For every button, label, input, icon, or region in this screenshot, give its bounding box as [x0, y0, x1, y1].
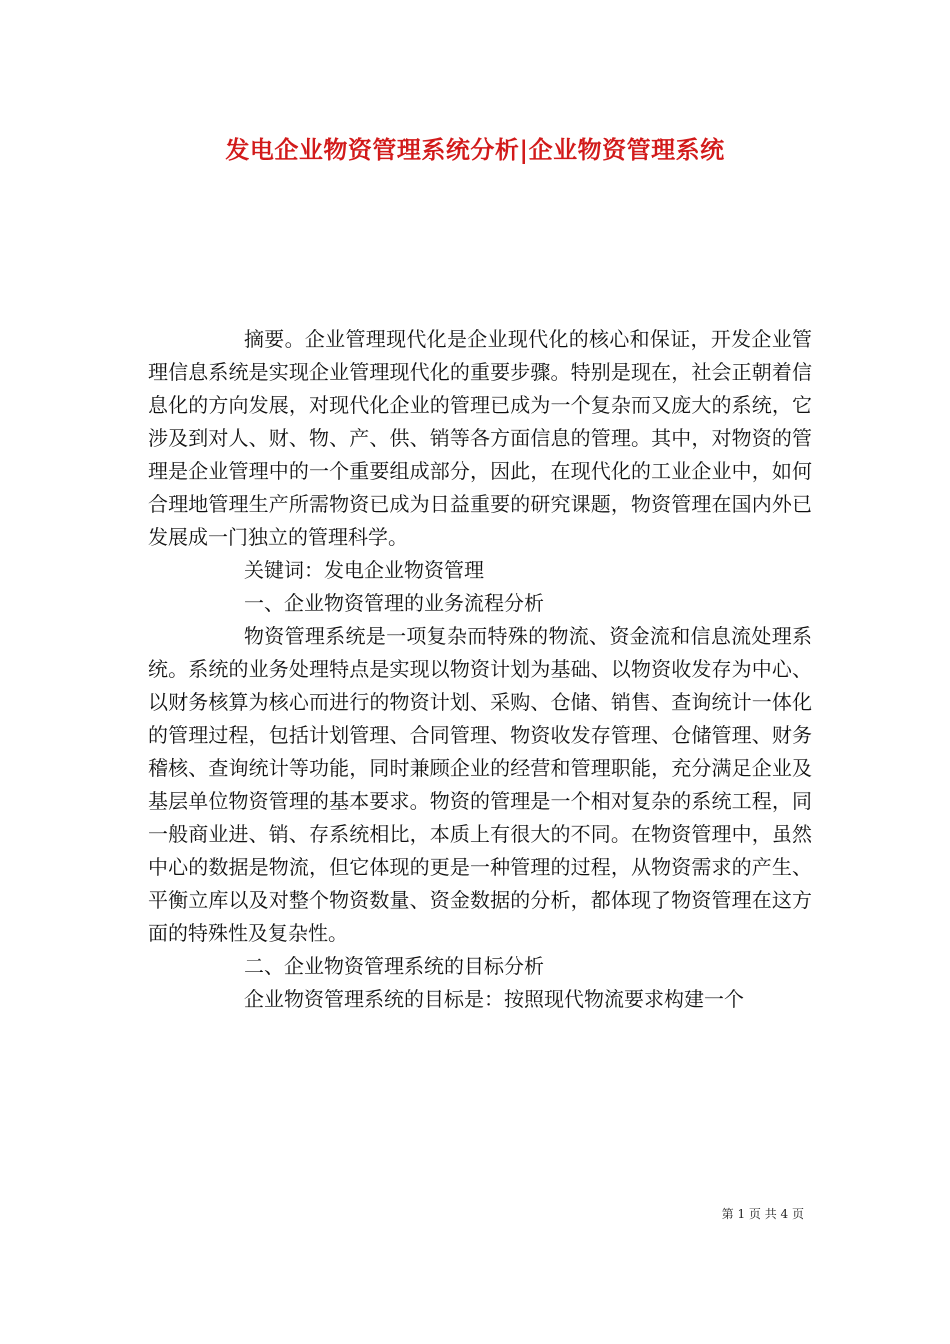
keywords-line: 关键词：发电企业物资管理: [244, 558, 484, 582]
document-body: [148, 323, 812, 1016]
section-heading-1: 一、企业物资管理的业务流程分析: [244, 591, 544, 615]
section-2-paragraph: 企业物资管理系统的目标是：按照现代物流要求构建一个: [244, 987, 744, 1011]
page-title: 发电企业物资管理系统分析|企业物资管理系统: [225, 135, 725, 164]
page-number: 第 1 页 共 4 页: [721, 1207, 804, 1221]
abstract-paragraph: 摘要。企业管理现代化是企业现代化的核心和保证，开发企业管理信息系统是实现企业管理现代化的重要步骤。特别是现在，社会正朝着信息化的方向发展，对现代化企业的管理已成为一个复杂而又庞大的系统，它涉及到对人、财、物、产、供、销等各方面信息的管理。其中，对物资的管理是企业管理中的一个重要组成部分，因此，在现代化的工业企业中，如何合理地管理生产所需物资已成为日益重要的研究课题，物资管理在国内外已发展成一门独立的管理科学。: [148, 327, 812, 549]
section-1-paragraph: 物资管理系统是一项复杂而特殊的物流、资金流和信息流处理系统。系统的业务处理特点是实现以物资计划为基础、以物资收发存为中心、以财务核算为核心而进行的物资计划、采购、仓储、销售、查询统计一体化的管理过程，包括计划管理、合同管理、物资收发存管理、仓储管理、财务稽核、查询统计等功能，同时兼顾企业的经营和管理职能，充分满足企业及基层单位物资管理的基本要求。物资的管理是一个相对复杂的系统工程，同一般商业进、销、存系统相比，本质上有很大的不同。在物资管理中，虽然中心的数据是物流，但它体现的更是一种管理的过程，从物资需求的产生、平衡立库以及对整个物资数量、资金数据的分析，都体现了物资管理在这方面的特殊性及复杂性。: [148, 624, 812, 945]
section-heading-2: 二、企业物资管理系统的目标分析: [244, 954, 544, 978]
